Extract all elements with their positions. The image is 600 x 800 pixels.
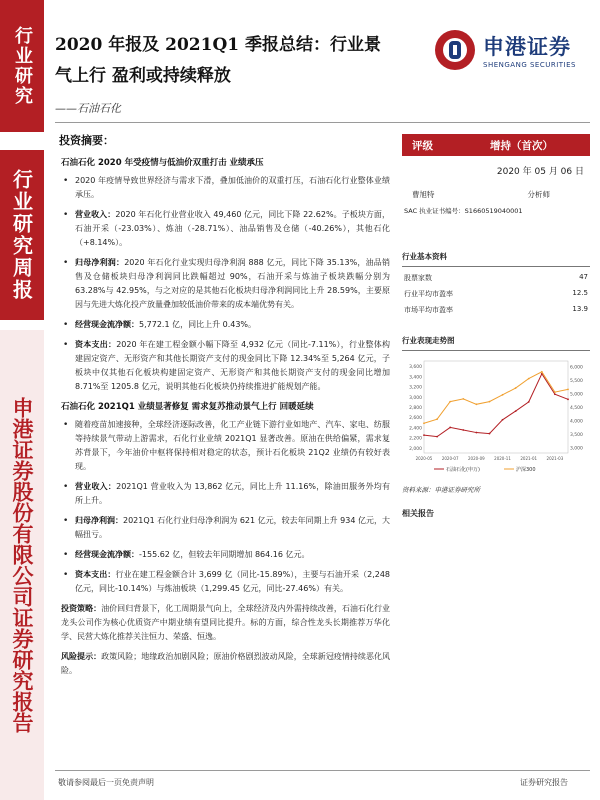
basics-row-value: 13.9 <box>572 305 588 313</box>
rating-label: 评级 <box>412 139 433 152</box>
series-point <box>515 387 517 389</box>
series-point <box>502 419 504 421</box>
y-tick-label: 3,400 <box>409 375 422 381</box>
sidebar-middle-block <box>0 150 44 320</box>
basics-row-value: 12.5 <box>572 289 588 297</box>
series-point <box>554 391 556 393</box>
series-line <box>424 374 568 437</box>
source-note: 资料来源：申港证券研究所 <box>402 486 480 494</box>
y2-tick-label: 4,500 <box>570 406 583 411</box>
x-tick-label: 2020-05 <box>415 456 433 461</box>
y-tick-label: 2,800 <box>409 406 422 411</box>
series-point <box>462 398 464 400</box>
series-point <box>462 429 464 431</box>
series-point <box>423 434 425 436</box>
logo-cn-text: 申港证券 <box>483 35 571 59</box>
sidebar-middle-label: 行业研究周报 <box>9 169 34 301</box>
y-tick-label: 2,600 <box>409 416 422 422</box>
basics-title: 行业基本资料 <box>402 251 590 267</box>
series-point <box>449 401 451 403</box>
x-tick-label: 2020-11 <box>494 456 511 461</box>
y2-tick-label: 6,000 <box>570 365 583 371</box>
rating-bar <box>402 134 590 156</box>
x-tick-label: 2020-09 <box>468 456 485 461</box>
series-point <box>515 410 517 412</box>
y2-tick-label: 4,000 <box>570 419 583 425</box>
bullet-8: • 归母净利润：2021Q1 石化行业归母净利润为 621 亿元，较去年同期上升 934 亿元，大幅扭亏。 <box>61 514 390 542</box>
bullet-3: • 归母净利润：2020 年石化行业实现归母净利润 888 亿元，同比下降 35.13%，油品销售及仓储板块归母净利润同比跌幅超过 90%，石油开采与炼油子板块跌幅分别为 63.28%与 42.95%，与之对应的是其他石化板块归母净利润同比上升 28.59%，主要原因与先进大炼化投产放量叠加较低油价带来的成本端优势有关。 <box>61 256 390 312</box>
performance-chart <box>402 355 590 479</box>
investment-strategy: 投资策略：油价回归背景下，化工周期景气向上，全球经济及内外需持续改善，石油石化行业龙头公司作为核心优质资产中期业绩有望同比提升。标的方面，综合性龙头长期推荐万华化学、民营大炼化推荐关注恒力、荣盛、恒逸。 <box>61 604 390 641</box>
series-point <box>528 401 530 403</box>
bullet-1: • 2020 年疫情导致世界经济与需求下滑，叠加低油价的双重打压，石油石化行业整体业绩承压。 <box>61 174 390 202</box>
y-tick-label: 3,600 <box>409 365 422 371</box>
basics-row-label: 行业平均市盈率 <box>404 290 453 298</box>
summary-column <box>55 130 390 684</box>
bullet-9: • 经营现金流净额：-155.62 亿，但较去年同期增加 864.16 亿元。 <box>61 548 390 562</box>
footer-disclaimer: 敬请参阅最后一页免责声明 <box>58 778 154 787</box>
bullet-2: • 营业收入：2020 年石化行业营业收入 49,460 亿元，同比下降 22.62%。子板块方面，石油开采（-23.03%）、炼油（-28.71%）、油品销售及仓储（-40.26%），其他石化（+8.14%）。 <box>61 208 390 250</box>
series-point <box>436 418 438 420</box>
basics-table <box>402 267 590 315</box>
bullet-7: • 营业收入：2021Q1 营业收入为 13,862 亿元，同比上升 11.16%，除油田服务外均有所上升。 <box>61 480 390 508</box>
series-point <box>475 432 477 434</box>
sidebar <box>0 0 44 800</box>
series-point <box>475 403 477 405</box>
analyst-name: 曹旭特 <box>412 190 435 199</box>
series-line <box>424 372 568 423</box>
bullet-4: • 经营现金流净额：5,772.1 亿，同比上升 0.43%。 <box>61 318 390 332</box>
header <box>55 30 595 116</box>
series-point <box>449 427 451 429</box>
series-point <box>528 378 530 380</box>
y2-tick-label: 3,500 <box>570 433 583 439</box>
x-tick-label: 2021-03 <box>546 456 564 461</box>
sac-number: SAC 执业证书编号：S1660519040001 <box>404 207 523 215</box>
basics-row <box>402 283 590 299</box>
sidebar-bottom-block <box>0 330 44 800</box>
basics-row-label: 市场平均市盈率 <box>404 306 453 314</box>
legend-label: 沪深300 <box>516 467 536 473</box>
series-point <box>567 398 569 400</box>
y-tick-label: 2,200 <box>409 436 422 442</box>
series-point <box>489 401 491 403</box>
info-column <box>402 134 590 523</box>
x-tick-label: 2020-07 <box>441 456 459 461</box>
y2-tick-label: 3,000 <box>570 446 583 452</box>
footer-divider <box>55 770 590 771</box>
performance-chart-svg <box>402 355 590 475</box>
bullet-10: • 资本支出：行业在建工程金额合计 3,699 亿（同比-15.89%），主要与石油开采（2,248 亿元，同比-10.14%）与炼油板块（1,299.45 亿元，同比-27.46%）有关。 <box>61 568 390 596</box>
risk-warning: 风险提示：政策风险；地缘政治加剧风险；原油价格剧烈波动风险，全球新冠疫情持续恶化风险。 <box>61 652 390 675</box>
x-tick-label: 2021-01 <box>520 456 538 461</box>
analyst-role: 分析师 <box>527 190 550 199</box>
sidebar-top-label: 行业研究 <box>12 26 33 106</box>
series-point <box>489 433 491 435</box>
series-point <box>423 422 425 424</box>
footer-label: 证券研究报告 <box>520 778 568 787</box>
highlight-1: 石油石化 2020 年受疫情与低油价双重打击 业绩承压 <box>61 158 264 168</box>
y2-tick-label: 5,500 <box>570 378 583 384</box>
page-subtitle: ——石油石化 <box>55 102 121 115</box>
related-reports-title: 相关报告 <box>402 509 434 518</box>
y-tick-label: 3,000 <box>409 395 422 401</box>
bullet-6: • 随着疫苗加速接种，全球经济逐际改善，化工产业链下游行业如地产、汽车、家电、纺服等持续景气带动上游需求，石化行业业绩 2021Q1 显著改善。原油在供给偏紧，需求复苏背景下，今年油价中枢将保持相对稳定的状态，预计石化板块 21Q2 业绩仍有较好表现。 <box>61 418 390 474</box>
logo-en-text: SHENGANG SECURITIES <box>483 61 576 69</box>
logo-icon <box>435 30 475 70</box>
series-point <box>554 393 556 395</box>
rating-value: 增持（首次） <box>490 139 553 152</box>
page-title: 2020 年报及 2021Q1 季报总结：行业景气上行 盈利或持续释放 <box>55 35 382 86</box>
y-tick-label: 2,400 <box>409 426 422 432</box>
y2-tick-label: 5,000 <box>570 392 583 398</box>
basics-row <box>402 267 590 283</box>
chart-title: 行业表现走势图 <box>402 335 590 351</box>
highlight-2: 石油石化 2021Q1 业绩显著修复 需求复苏推动景气上行 回暖延续 <box>61 402 314 412</box>
company-logo <box>435 30 576 70</box>
basics-row-label: 股票家数 <box>404 274 432 282</box>
series-point <box>541 371 543 373</box>
report-date: 2020 年 05 月 06 日 <box>496 167 584 177</box>
header-divider <box>55 122 590 123</box>
basics-row-value: 47 <box>579 273 588 281</box>
sidebar-bottom-label: 申港证券股份有限公司证券研究报告 <box>10 397 36 733</box>
sidebar-top-block <box>0 0 44 132</box>
series-point <box>567 389 569 391</box>
series-point <box>436 436 438 438</box>
summary-heading: 投资摘要： <box>59 134 114 147</box>
y-tick-label: 3,200 <box>409 385 422 391</box>
series-point <box>502 394 504 396</box>
basics-row <box>402 299 590 315</box>
analyst-info <box>402 189 590 200</box>
bullet-5: • 资本支出：2020 年在建工程金额小幅下降至 4,932 亿元（同比-7.11%），行业整体构建固定资产、无形资产和其他长期资产支付的现金同比下降 12.34%至 5,264 亿元，子板块中仅其他石化板块构建固定资产、无形资产和其他长期资产支付的现金同比增加 8.71%至 1205.8 亿元，说明其他石化板块仍持续推进扩能规划产能。 <box>61 338 390 394</box>
legend-label: 石油石化(申万) <box>446 467 480 473</box>
y-tick-label: 2,000 <box>409 446 422 452</box>
